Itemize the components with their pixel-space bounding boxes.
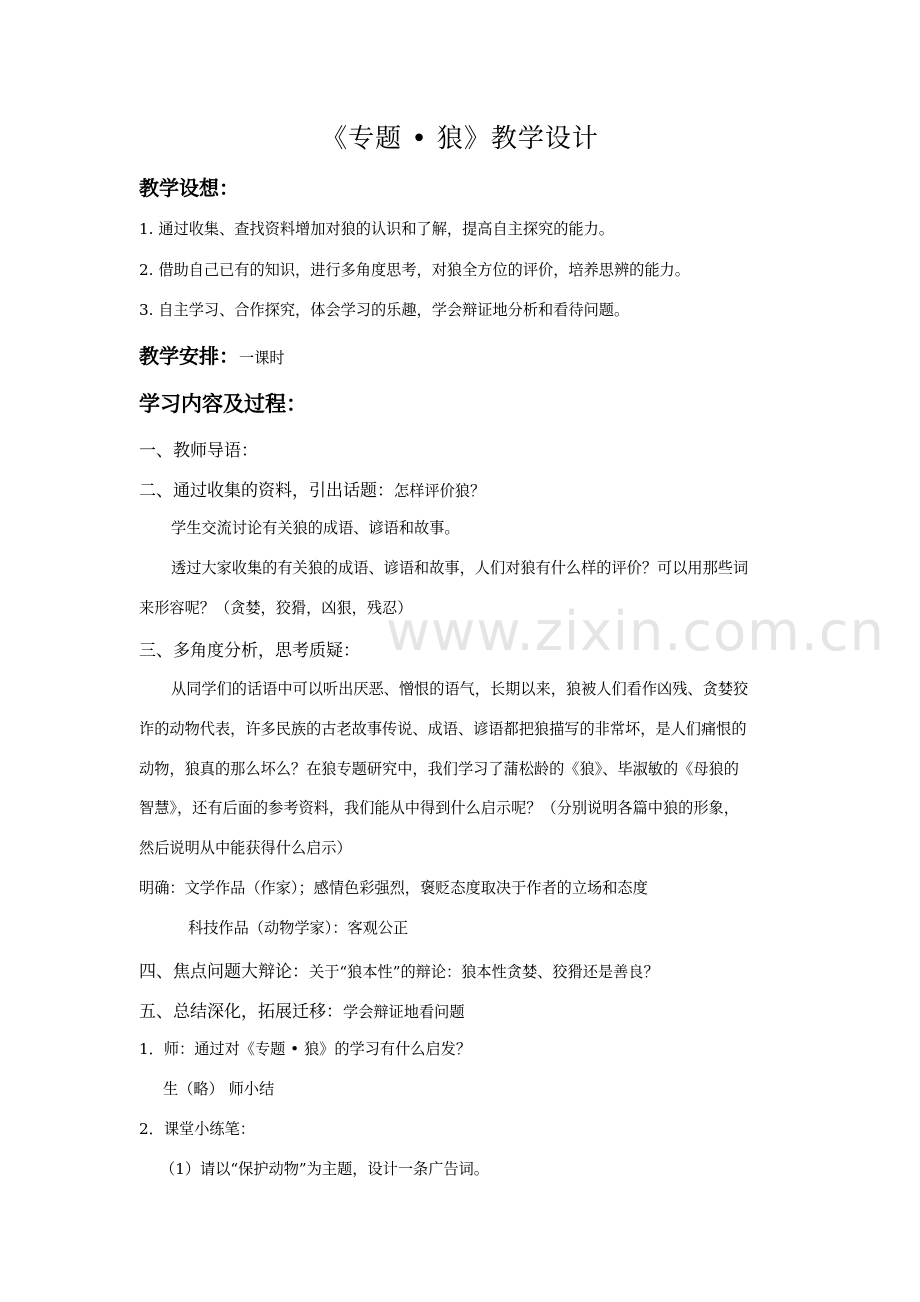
step-2-heading: 二、通过收集的资料，引出话题：: [139, 481, 394, 501]
content-heading: 学习内容及过程：: [139, 391, 307, 416]
step-3: 三、多角度分析，思考质疑：: [139, 641, 360, 661]
step-3-line-3: 动物，狼真的那么坏么？在狼专题研究中，我们学习了蒲松龄的《狼》、毕淑敏的《母狼的: [139, 760, 739, 778]
step-1: 一、教师导语：: [139, 441, 258, 461]
step-2-question: 怎样评价狼？: [394, 482, 486, 500]
arrange-heading: 教学安排：: [139, 344, 239, 368]
step-3-line-4: 智慧》，还有后面的参考资料，我们能从中得到什么启示呢？（分别说明各篇中狼的形象，: [139, 799, 739, 817]
idea-item-3: 3. 自主学习、合作探究，体会学习的乐趣，学会辩证地分析和看待问题。: [139, 301, 630, 319]
step-2-para-1: 学生交流讨论有关狼的成语、谚语和故事。: [171, 519, 460, 537]
clarify-line-2: 科技作品（动物学家）：客观公正: [188, 919, 409, 937]
idea-item-1: 1. 通过收集、查找资料增加对狼的认识和了解，提高自主探究的能力。: [139, 220, 614, 238]
clarify-line-1: 明确：文学作品（作家）；感情色彩强烈，褒贬态度取决于作者的立场和态度: [139, 879, 648, 897]
page-title: 《专题 • 狼》教学设计: [321, 124, 599, 154]
step-5: [139, 997, 465, 1022]
idea-heading: 教学设想：: [139, 176, 239, 200]
step-2-para-2a: 透过大家收集的有关狼的成语、谚语和故事，人们对狼有什么样的评价？可以用那些词: [171, 559, 749, 577]
question-1-answer: 生（略） 师小结: [163, 1080, 275, 1098]
step-4-heading: 四、焦点问题大辩论：: [139, 962, 309, 982]
step-3-line-1: 从同学们的话语中可以听出厌恶、憎恨的语气，长期以来，狼被人们看作凶残、贪婪狡: [171, 680, 749, 698]
step-4: [139, 957, 659, 982]
arrange-value: 一课时: [239, 349, 285, 367]
step-5-topic: 学会辩证地看问题: [343, 1003, 465, 1021]
watermark: www.zixin.com.cn: [386, 600, 885, 663]
step-3-line-2: 诈的动物代表，许多民族的古老故事传说、成语、谚语都把狼描写的非常坏，是人们痛恨的: [139, 720, 747, 738]
question-1: 1．师：通过对《专题 • 狼》的学习有什么启发？: [139, 1040, 472, 1058]
idea-item-2: 2. 借助自己已有的知识，进行多角度思考，对狼全方位的评价，培养思辨的能力。: [139, 261, 690, 279]
question-2-item: （1）请以“保护动物”为主题，设计一条广告词。: [160, 1160, 489, 1178]
step-2-para-2b: 来形容呢？（贪婪，狡猾，凶狠，残忍）: [139, 599, 413, 617]
step-4-topic: 关于“狼本性”的辩论：狼本性贪婪、狡猾还是善良？: [309, 963, 659, 981]
arrange-line: [139, 340, 285, 369]
step-5-heading: 五、总结深化，拓展迁移：: [139, 1002, 343, 1022]
step-2: [139, 476, 485, 501]
question-2: 2．课堂小练笔：: [139, 1120, 255, 1138]
step-3-line-5: 然后说明从中能获得什么启示）: [139, 839, 352, 857]
